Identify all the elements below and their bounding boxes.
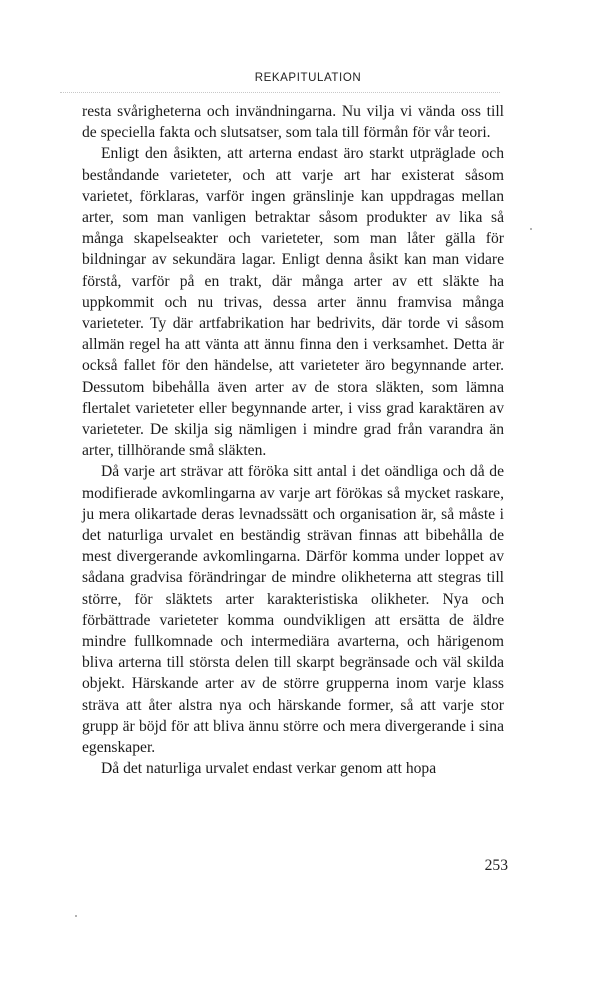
header-rule [60,92,500,93]
scan-speck [75,915,77,917]
page-number: 253 [484,857,508,874]
page-body [82,101,504,780]
paragraph: resta svårigheterna och invändningarna. Nu vilja vi vända oss till de speciella fakta och slutsatser, som tala till förmån för vår teori. [82,103,504,142]
running-header: REKAPITULATION [254,72,362,84]
scan-speck [530,228,532,230]
paragraph: Då det naturliga urvalet endast verkar genom att hopa [101,760,437,778]
paragraph: Då varje art strävar att föröka sitt antal i det oändliga och då de modifierade avkomlingarna av varje art förökas så mycket raskare, ju mera olikartade deras levnadssätt och organisation är, så måste i det naturliga urvalet en beständig strävan finnas att bibehålla de mest divergerande avkomlingarna. Därför komma under loppet av sådana gradvisa förändringar de mindre olikheterna att stegras till större, för släktets arter karakteristiska olikheter. Nya och förbättrade varieteter komma oundvikligen att ersätta de äldre mindre fullkomnade och intermediära avarterna, och härigenom bliva arterna till största delen till skarpt begränsade och väl skilda objekt. Härskande arter av de större grupperna inom varje klass sträva att åter alstra nya och härskande former, så att varje stor grupp är böjd för att bliva ännu större och mera divergerande i sina egenskaper. [82,463,504,757]
paragraph: Enligt den åsikten, att arterna endast äro starkt utpräglade och beståndande varieteter, och att varje art har existerat såsom varietet, förklaras, varför ingen gränslinje kan uppdragas mellan arter, som man vanligen betraktar såsom produkter av lika så många skapelseakter och varieteter, som man låter gälla för bildningar av sekundära lagar. Enligt denna åsikt kan man vidare förstå, varför på en trakt, där många arter av ett släkte ha uppkommit och nu trivas, dessa arter ännu framvisa många varieteter. Ty där artfabrikation har bedrivits, där torde vi såsom allmän regel ha att vänta att ännu finna den i verksamhet. Detta är också fallet för den händelse, att varieteter äro begynnande arter. Dessutom bibehålla även arter av de stora släkten, som lämna flertalet varieteter eller begynnande arter, i viss grad karaktären av varieteter. De skilja sig nämligen i mindre grad från varandra än arter, tillhörande små släkten. [82,145,504,460]
